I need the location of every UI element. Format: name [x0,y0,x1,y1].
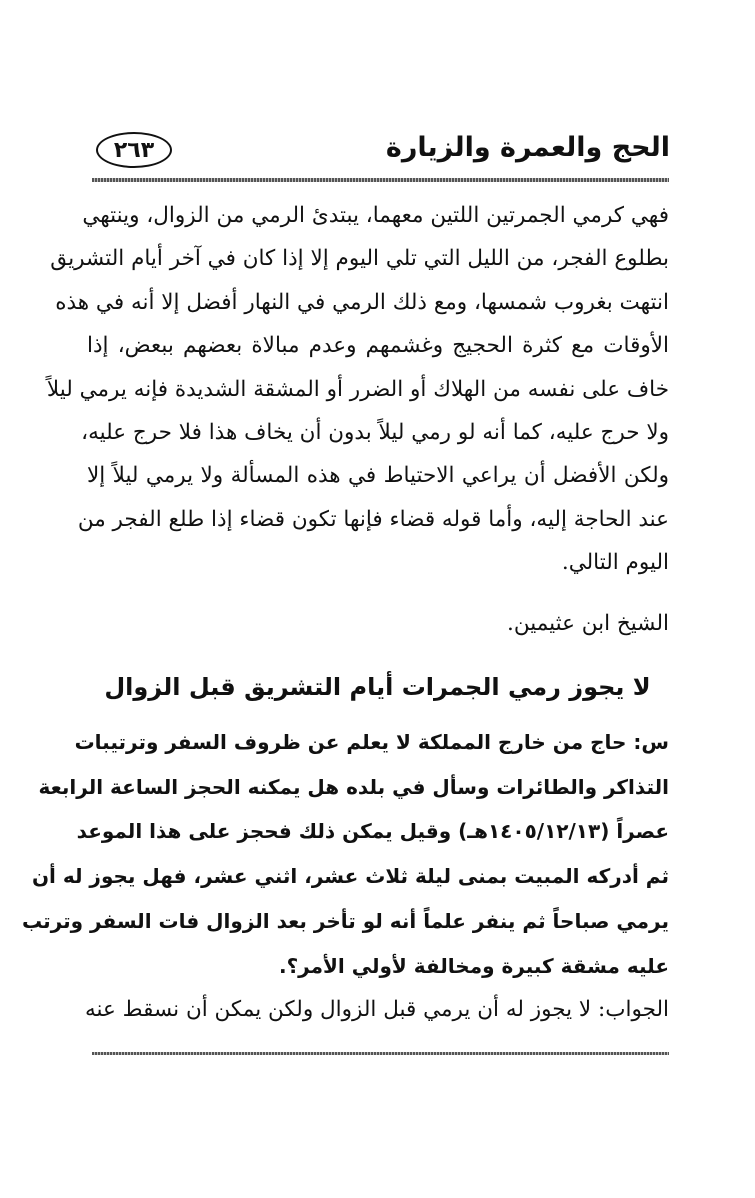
question-line: ثم أدركه المبيت بمنى ليلة ثلاث عشر، اثني عشر، فهل يجوز له أن [31,864,669,889]
paragraph-line: اليوم التالي. [561,550,669,576]
paragraph-line: ولكن الأفضل أن يراعي الاحتياط في هذه المسألة ولا يرمي ليلاً إلا [87,463,669,489]
running-title: الحج والعمرة والزيارة [385,132,670,163]
question-line: التذاكر والطائرات وسأل في بلده هل يمكنه الحجز الساعة الرابعة [38,774,669,799]
paragraph-line: عند الحاجة إليه، وأما قوله قضاء فإنها تكون قضاء إذا طلع الفجر من [77,506,669,532]
page-number: ٢٦٣ [96,132,172,168]
section-title: لا يجوز رمي الجمرات أيام التشريق قبل الزوال [104,673,651,701]
question-line: يرمي صباحاً ثم ينفر علماً أنه لو تأخر بعد الزوال فات السفر وترتب [21,908,669,933]
question-line: عليه مشقة كبيرة ومخالفة لأولي الأمر؟. [278,953,669,978]
answer-line: الجواب: لا يجوز له أن يرمي قبل الزوال ولكن يمكن أن نسقط عنه [84,997,669,1022]
question-line: س: حاج من خارج المملكة لا يعلم عن ظروف السفر وترتيبات [74,730,669,754]
question-paragraph [21,720,669,988]
paragraph-line: خاف على نفسه من الهلاك أو الضرر أو المشقة الشديدة فإنه يرمي ليلاً [46,376,669,402]
paragraph-line: بطلوع الفجر، من الليل التي تلي اليوم إلا إذا كان في آخر أيام التشريق [50,246,669,272]
paragraph-line: ولا حرج عليه، كما أنه لو رمي ليلاً بدون أن يخاف هذا فلا حرج عليه، [81,420,669,446]
attribution: الشيخ ابن عثيمين. [507,611,669,636]
footer-rule [92,1052,669,1055]
header-rule [92,178,669,182]
paragraph-line: فهي كرمي الجمرتين اللتين معهما، يبتدئ الرمي من الزوال، وينتهي [82,203,669,228]
body-paragraph [46,194,669,585]
paragraph-line: الأوقات مع كثرة الحجيج وغشمهم وعدم مبالاة بعضهم ببعض، إذا [87,333,669,359]
question-line: عصراً (١٤٠٥/١٢/١٣هـ) وقيل يمكن ذلك فحجز على هذا الموعد [76,819,669,844]
paragraph-line: انتهت بغروب شمسها، ومع ذلك الرمي في النهار أفضل إلا أنه في هذه [55,289,669,315]
